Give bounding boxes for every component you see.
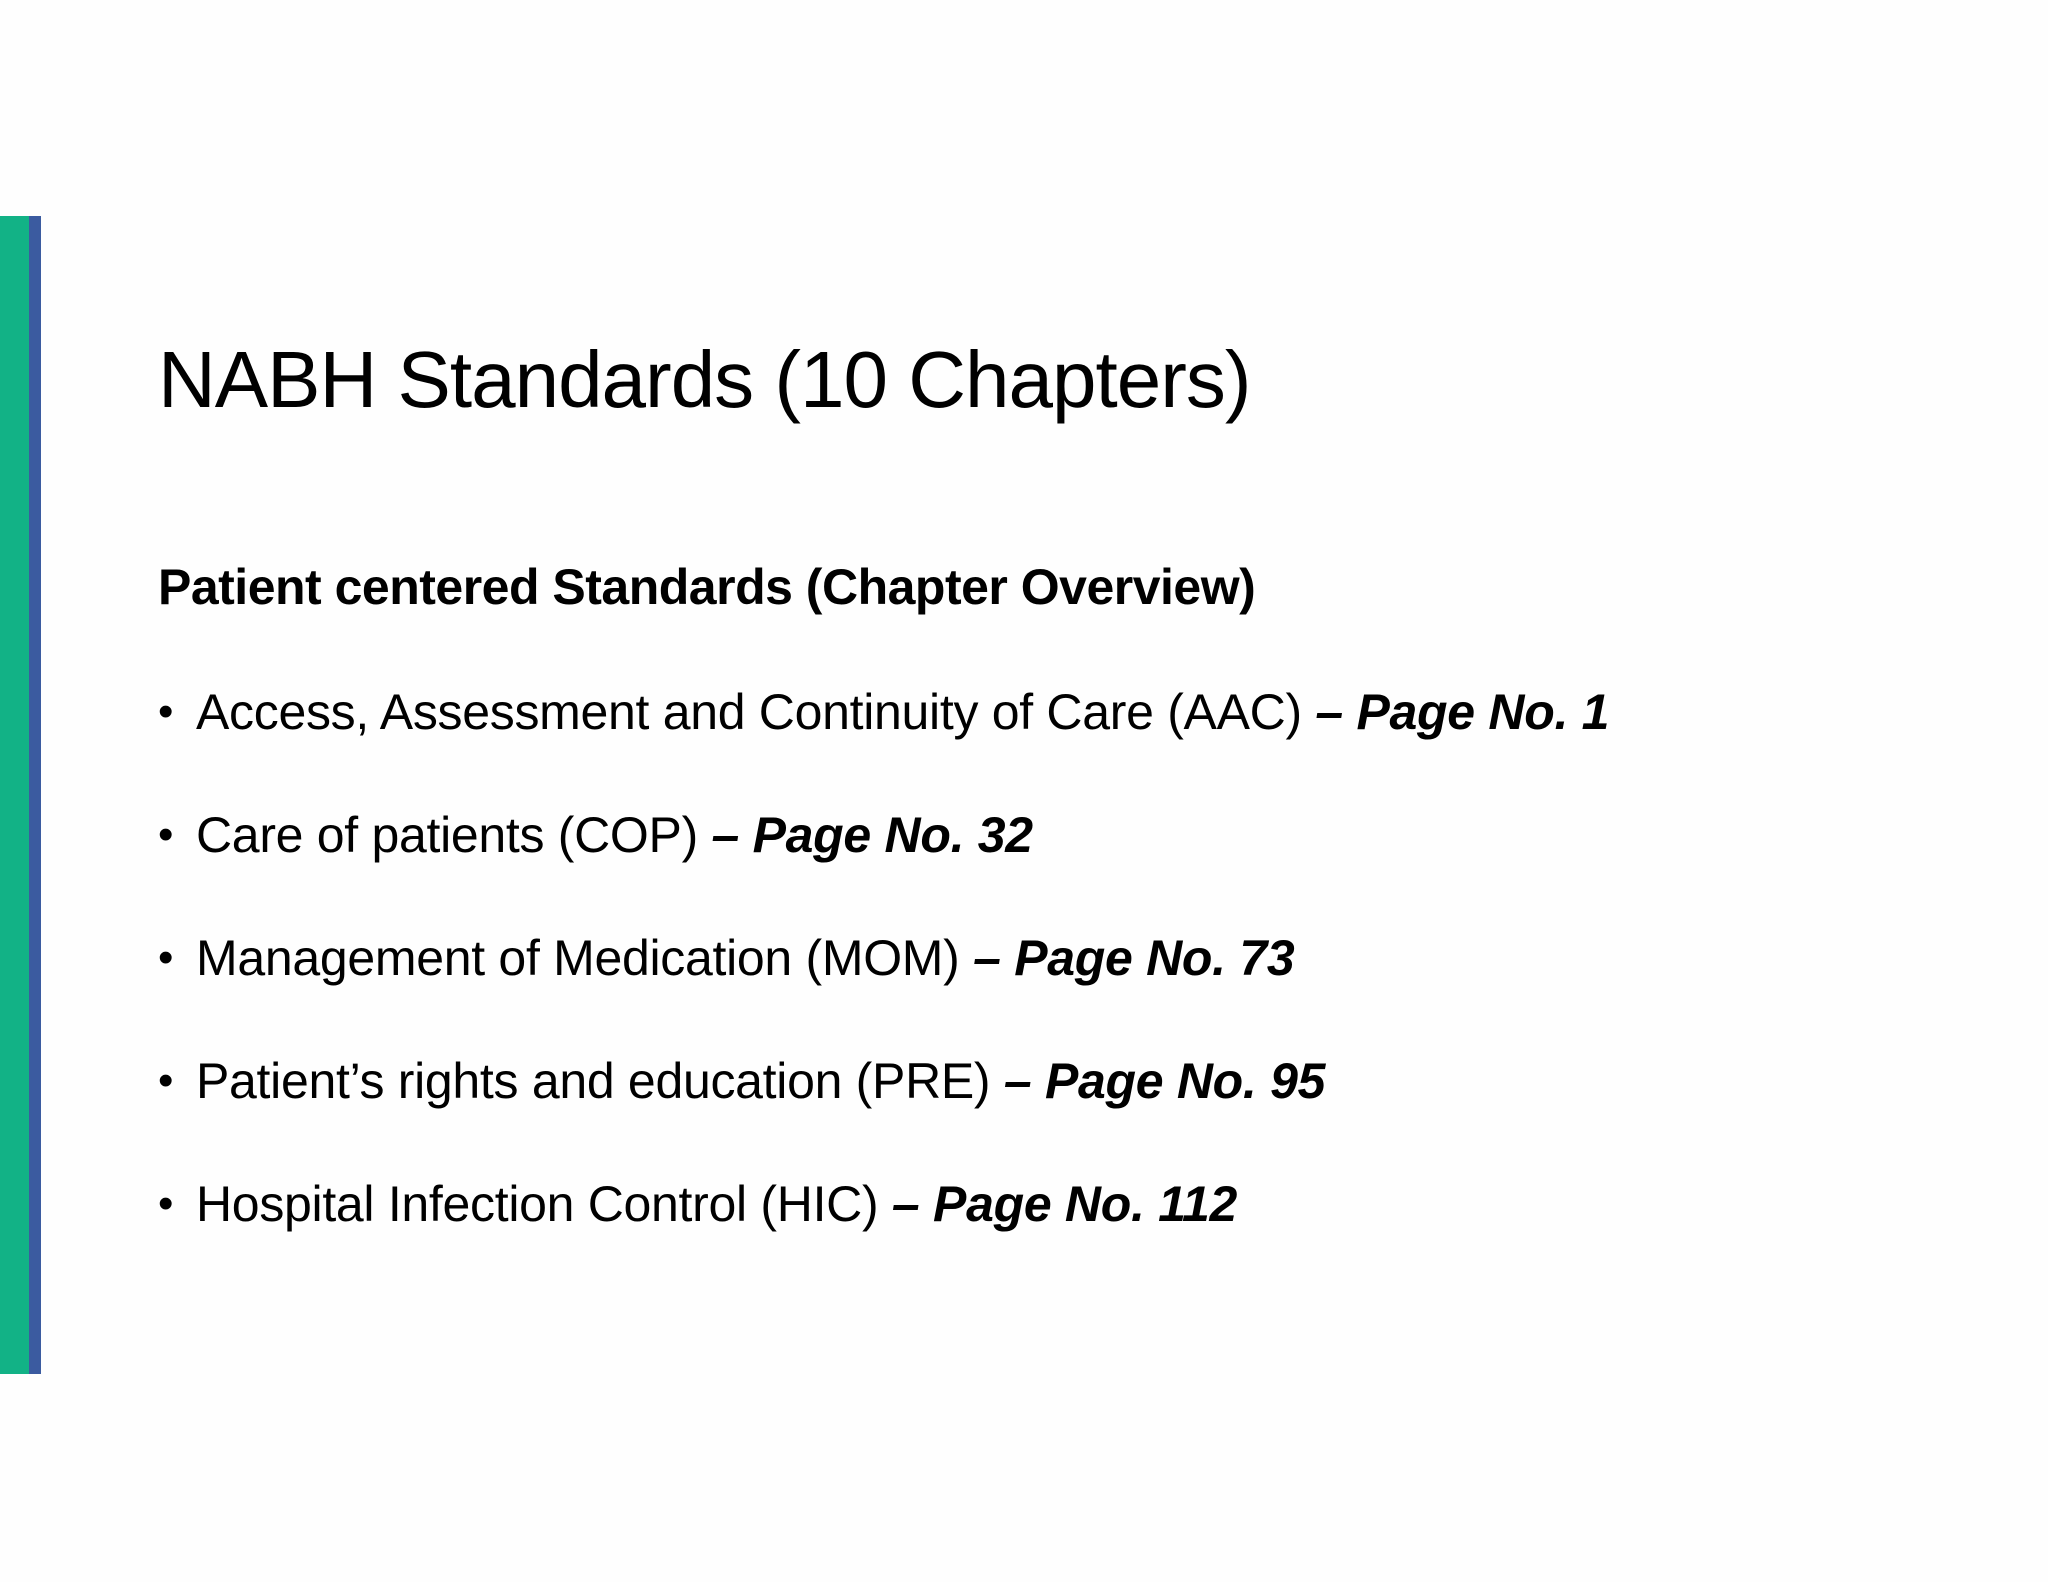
page-reference: – Page No. 32 [711,807,1033,863]
chapter-list [158,686,1609,1301]
page-reference: – Page No. 73 [973,930,1295,986]
accent-bar-green [0,216,29,1374]
section-subtitle: Patient centered Standards (Chapter Overview) [158,559,1256,615]
chapter-label: Patient’s rights and education (PRE) [196,1053,1004,1109]
chapter-item-aac [158,686,1609,809]
chapter-item-mom [158,932,1609,1055]
accent-bar-blue [29,216,41,1374]
bullet-icon: • [158,1179,174,1228]
bullet-icon: • [158,933,174,982]
bullet-icon: • [158,1056,174,1105]
page-reference: – Page No. 112 [891,1176,1237,1232]
chapter-label: Care of patients (COP) [196,807,712,863]
bullet-icon: • [158,687,174,736]
chapter-label: Access, Assessment and Continuity of Care (AAC) [196,684,1316,740]
bullet-icon: • [158,810,174,859]
chapter-label: Management of Medication (MOM) [196,930,974,986]
chapter-item-hic [158,1178,1609,1301]
page-reference: – Page No. 1 [1315,684,1610,740]
chapter-item-cop [158,809,1609,932]
chapter-item-pre [158,1055,1609,1178]
chapter-label: Hospital Infection Control (HIC) [196,1176,892,1232]
slide-title: NABH Standards (10 Chapters) [158,335,1251,424]
page-reference: – Page No. 95 [1003,1053,1326,1109]
